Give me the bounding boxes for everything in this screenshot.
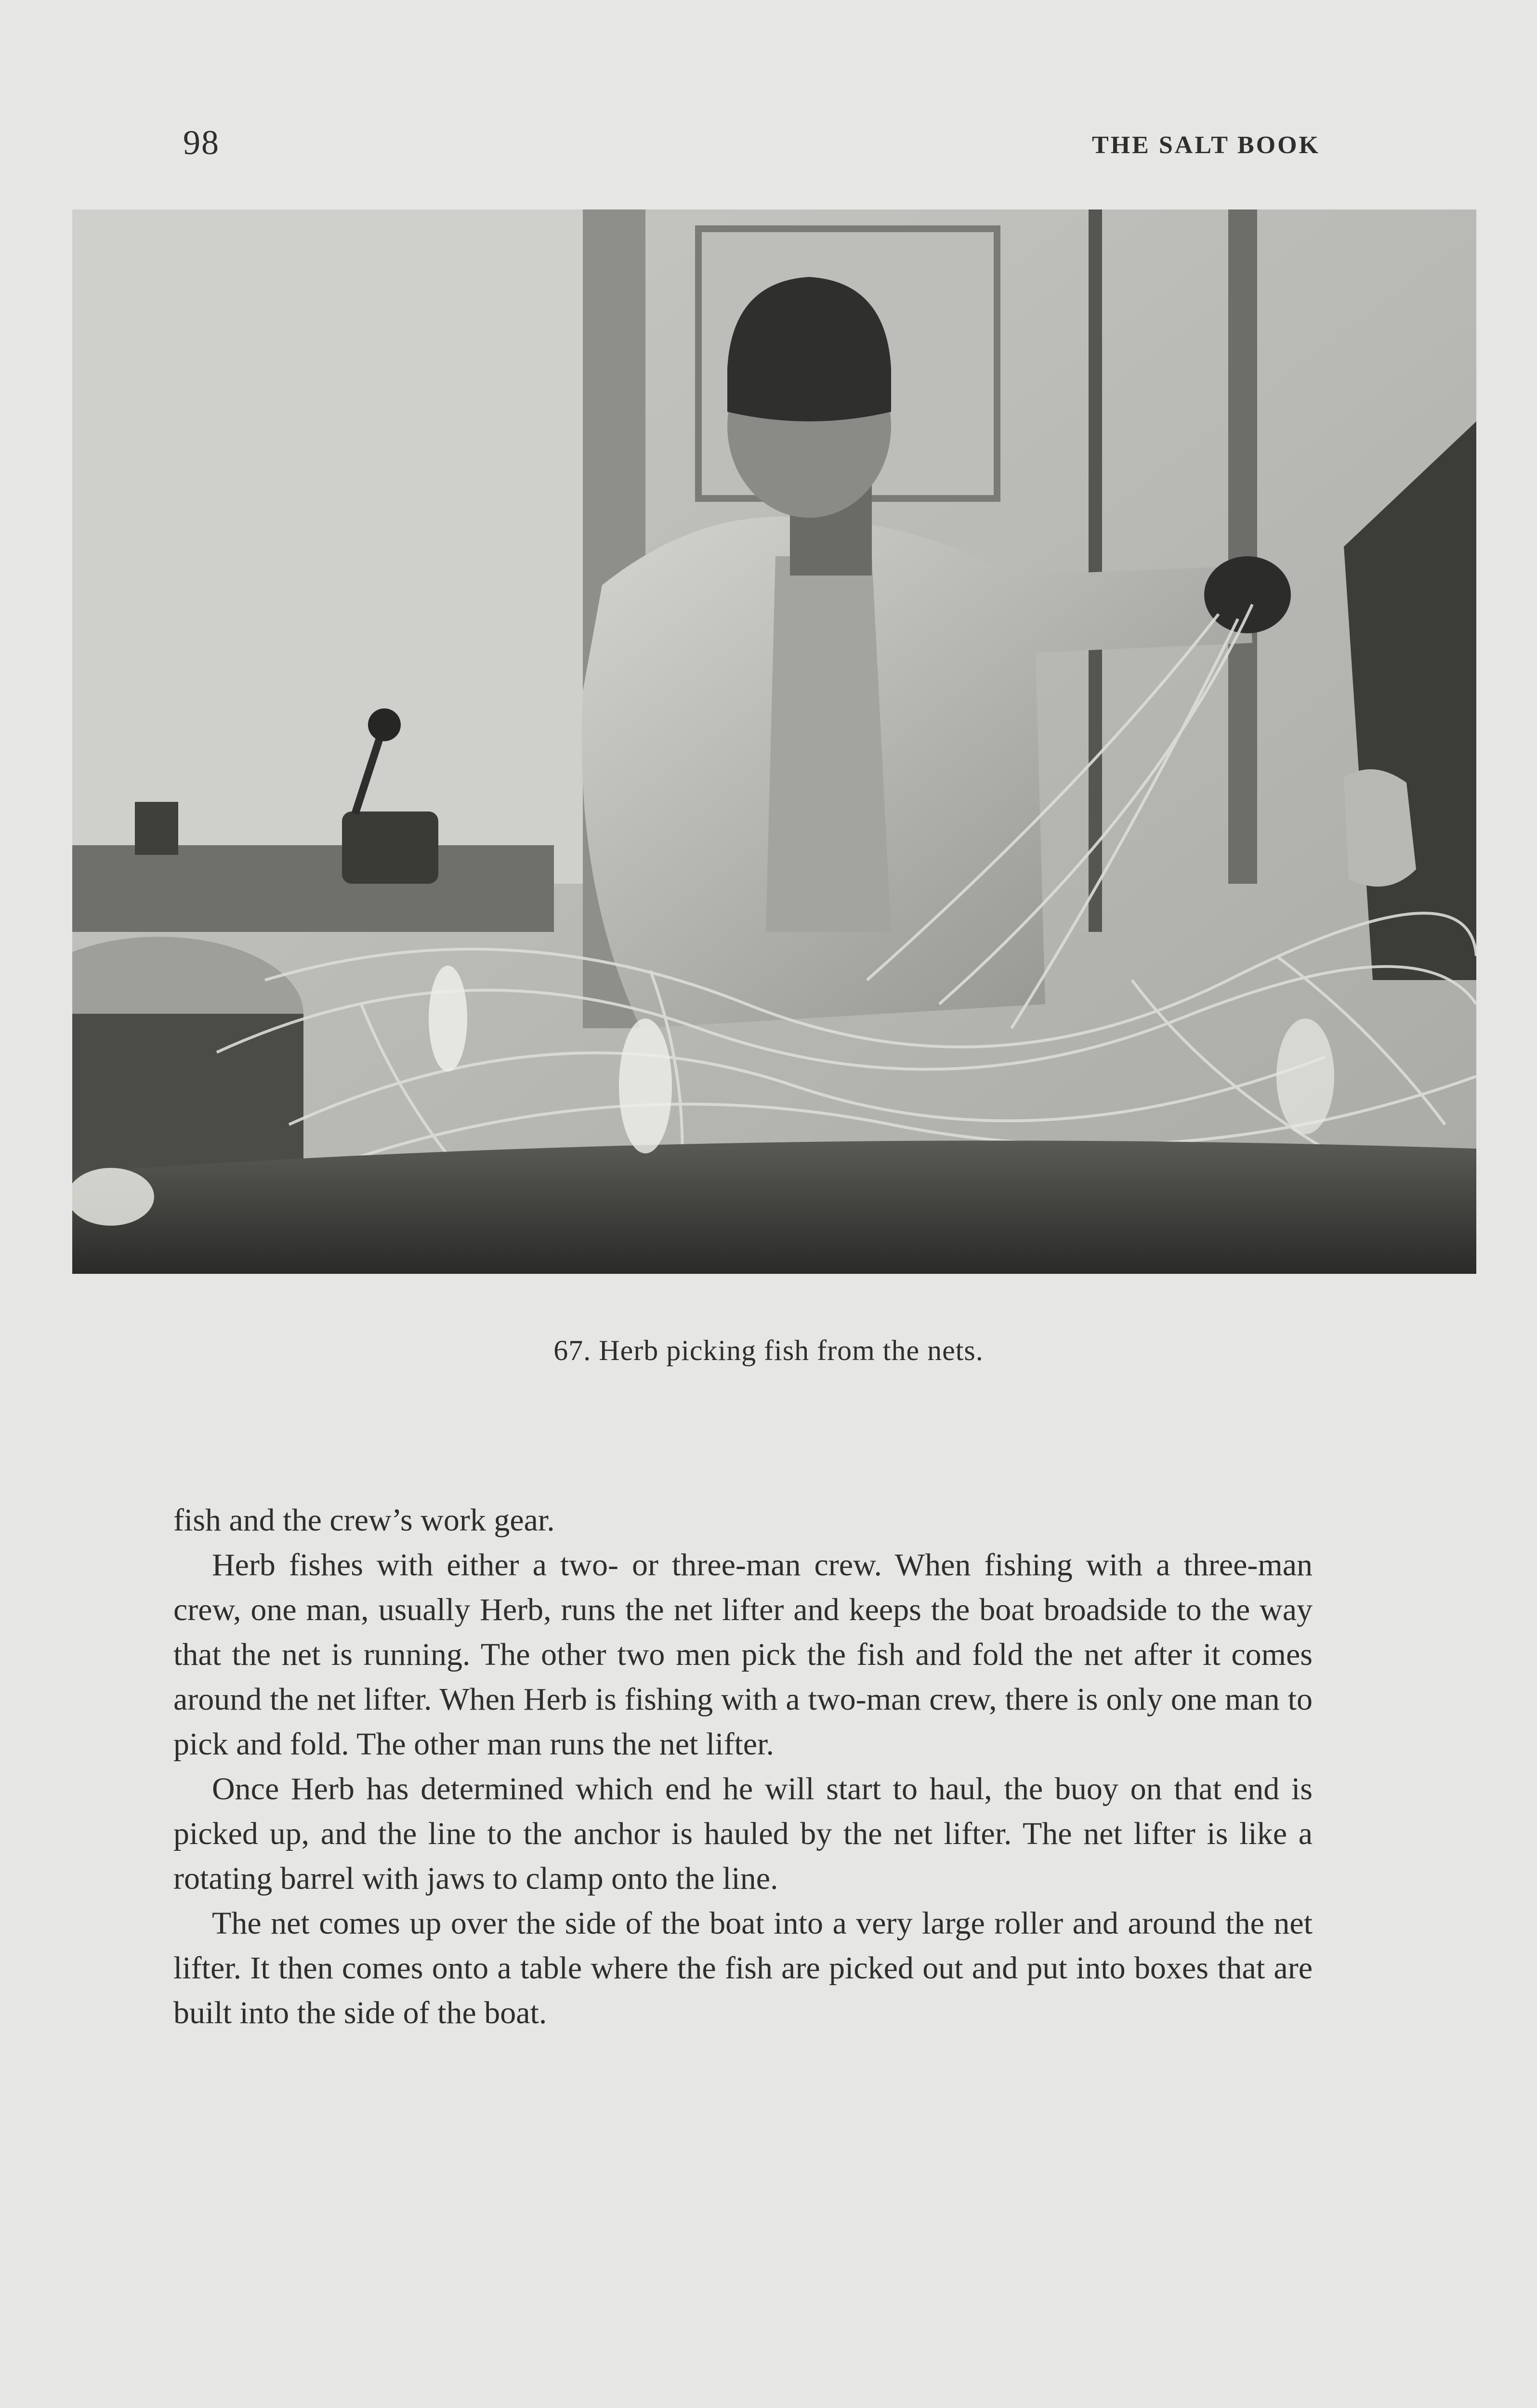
photograph: [72, 209, 1476, 1274]
fisherman-photo: [72, 209, 1476, 1274]
paragraph-net-lifter: Once Herb has determined which end he will start to haul, the buoy on that end is picked up, and the line to the anchor is hauled by the net lifter. The net lifter is like a rotating barrel with jaws to clamp onto the line.: [173, 1771, 1313, 1896]
running-title: THE SALT BOOK: [1092, 131, 1320, 159]
body-text: [173, 1498, 1313, 2035]
figure-caption: 67. Herb picking fish from the nets.: [553, 1335, 984, 1366]
paragraph-crew: Herb fishes with either a two- or three-man crew. When fishing with a three-man crew, one man, usually Herb, runs the net lifter and keeps the boat broadside to the way that the net is running. The other two men pick the fish and fold the net after it comes around the net lifter. When Herb is fishing with a two-man crew, there is only one man to pick and fold. The other man runs the net lifter.: [173, 1547, 1313, 1762]
page-number: 98: [183, 123, 220, 162]
paragraph-continuation: fish and the crew’s work gear.: [173, 1503, 555, 1538]
paragraph-roller: The net comes up over the side of the boat into a very large roller and around the net lifter. It then comes onto a table where the fish are picked out and put into boxes that are built into the side of the boat.: [173, 1906, 1313, 2030]
